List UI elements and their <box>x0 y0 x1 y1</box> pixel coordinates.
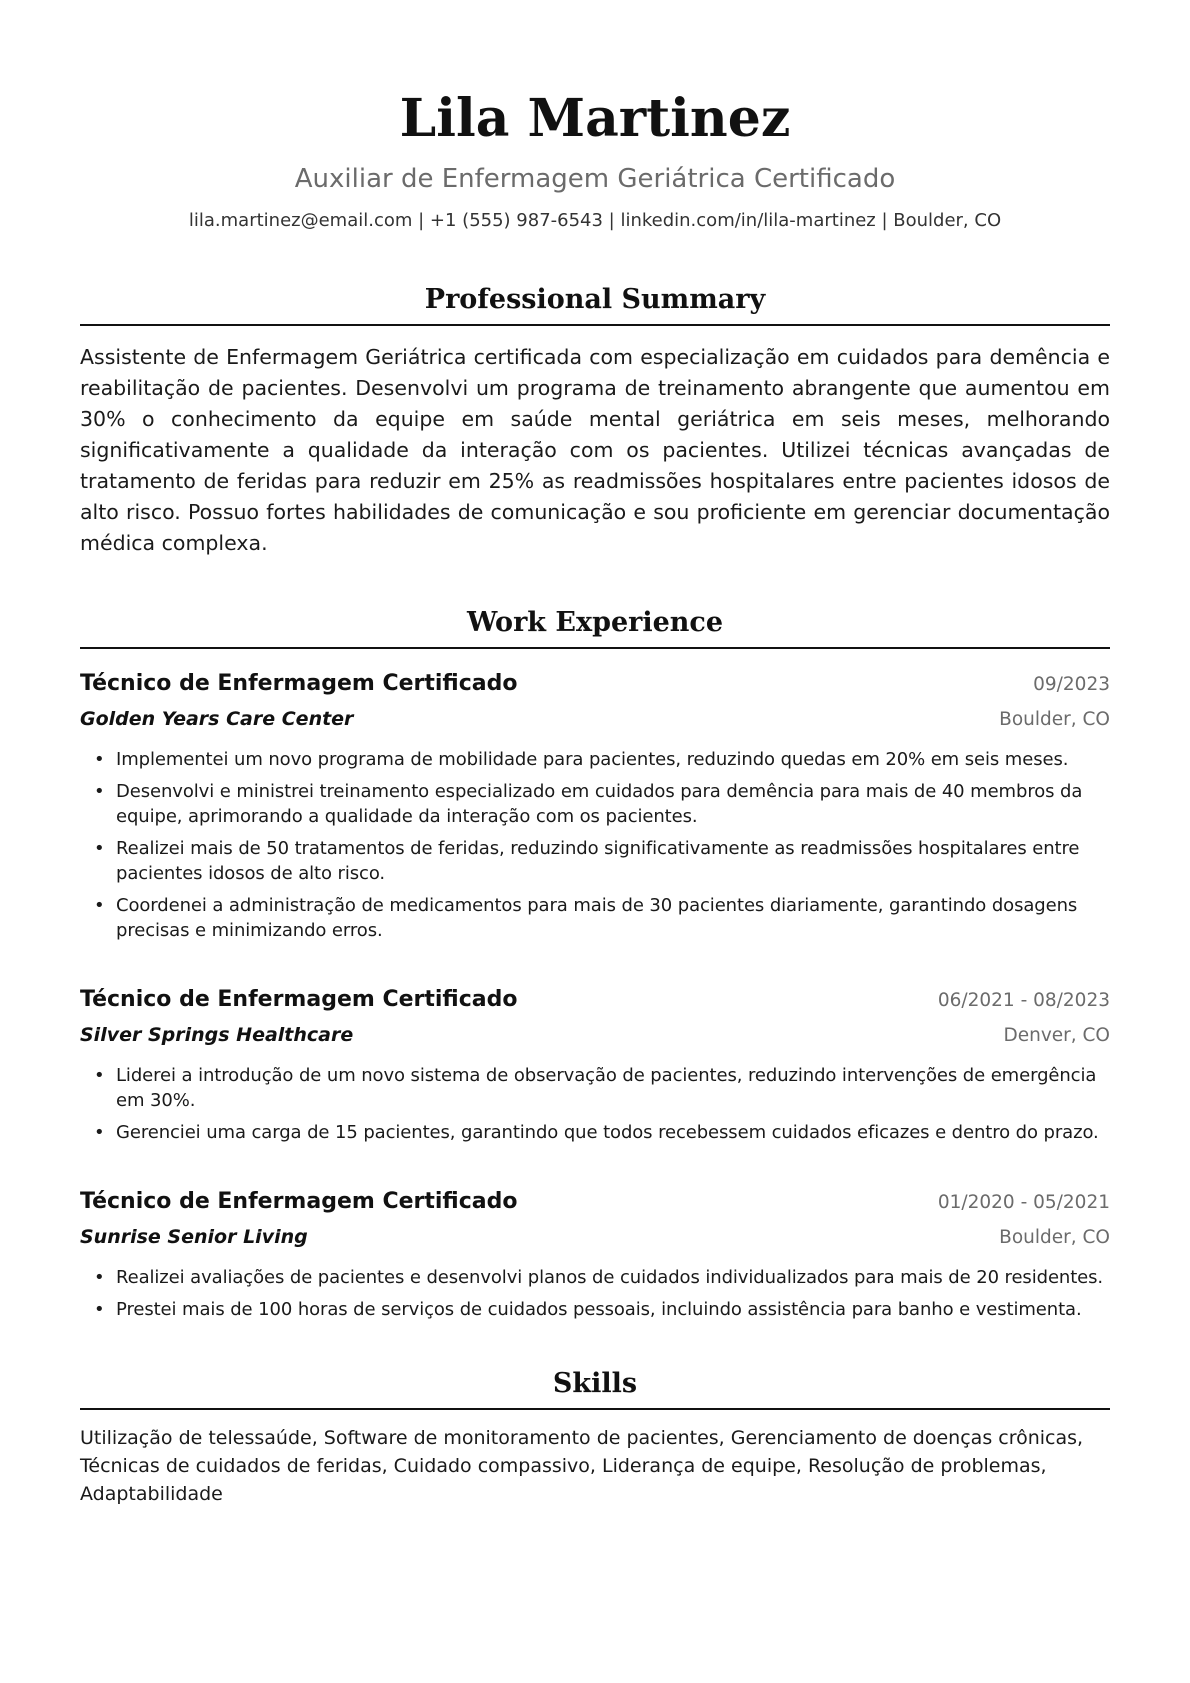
bullet-dot-icon: • <box>94 1267 105 1288</box>
candidate-name: Lila Martinez <box>399 88 791 149</box>
job-bullet-text: Realizei avaliações de pacientes e desenvolvi planos de cuidados individualizados para mais de 20 residentes. <box>116 1267 1104 1288</box>
job-location: Boulder, CO <box>999 709 1110 730</box>
job-header-row <box>80 983 1110 1018</box>
job-company: Silver Springs Healthcare <box>80 1024 354 1046</box>
summary-text: Assistente de Enfermagem Geriátrica certificada com especialização em cuidados para demência e reabilitação de pacientes. Desenvolvi um programa de treinamento abrangente que aumentou em 30% o conhecimento da equipe em saúde mental geriátrica em seis meses, melhorando significativamente a qualidade da interação com os pacientes. Utilizei técnicas avançadas de tratamento de feridas para reduzir em 25% as readmissões hospitalares entre pacientes idosos de alto risco. Possuo fortes habilidades de comunicação e sou proficiente em gerenciar documentação médica complexa. <box>80 345 1110 555</box>
bullet-dot-icon: • <box>94 1065 105 1086</box>
job-bullet <box>80 747 1110 772</box>
job-bullet-text: Coordenei a administração de medicamentos para mais de 30 pacientes diariamente, garantindo dosagens precisas e minimizando erros. <box>116 895 1078 941</box>
job-bullets <box>80 747 1110 943</box>
bullet-dot-icon: • <box>94 838 105 859</box>
job-title: Técnico de Enfermagem Certificado <box>80 1189 518 1214</box>
job-bullet <box>80 893 1110 943</box>
job-title: Técnico de Enfermagem Certificado <box>80 987 518 1012</box>
skills-heading: Skills <box>80 1366 1110 1410</box>
bullet-dot-icon: • <box>94 1122 105 1143</box>
job-title: Técnico de Enfermagem Certificado <box>80 671 518 696</box>
contact-line: lila.martinez@email.com | +1 (555) 987-6543 | linkedin.com/in/lila-martinez | Boulder, CO <box>188 210 1002 231</box>
job-company: Golden Years Care Center <box>80 708 354 730</box>
job-bullets <box>80 1063 1110 1145</box>
bullet-dot-icon: • <box>94 1299 105 1320</box>
skills-text: Utilização de telessaúde, Software de monitoramento de pacientes, Gerenciamento de doenças crônicas, Técnicas de cuidados de feridas, Cuidado compassivo, Liderança de equipe, Resolução de problemas, Adaptabilidade <box>80 1427 1084 1505</box>
job-bullet-text: Liderei a introdução de um novo sistema de observação de pacientes, reduzindo intervenções de emergência em 30%. <box>116 1065 1097 1111</box>
job-bullet-text: Prestei mais de 100 horas de serviços de cuidados pessoais, incluindo assistência para banho e vestimenta. <box>116 1299 1082 1320</box>
job-bullets <box>80 1265 1110 1322</box>
job-date: 01/2020 - 05/2021 <box>937 1192 1110 1213</box>
job-header-row <box>80 1185 1110 1220</box>
job-bullet <box>80 779 1110 829</box>
bullet-dot-icon: • <box>94 895 105 916</box>
bullet-dot-icon: • <box>94 781 105 802</box>
job-location: Denver, CO <box>1003 1025 1110 1046</box>
job-entry <box>80 1185 1110 1322</box>
job-company-row <box>80 702 1110 737</box>
job-bullet <box>80 1265 1110 1290</box>
job-location: Boulder, CO <box>999 1227 1110 1248</box>
summary-heading: Professional Summary <box>80 282 1110 326</box>
job-bullet <box>80 836 1110 886</box>
job-bullet <box>80 1063 1110 1113</box>
job-bullet <box>80 1297 1110 1322</box>
job-bullet <box>80 1120 1110 1145</box>
candidate-title: Auxiliar de Enfermagem Geriátrica Certificado <box>294 164 896 194</box>
job-header-row <box>80 667 1110 702</box>
job-bullet-text: Realizei mais de 50 tratamentos de feridas, reduzindo significativamente as readmissões hospitalares entre pacientes idosos de alto risco. <box>116 838 1080 884</box>
job-company-row <box>80 1220 1110 1255</box>
job-bullet-text: Desenvolvi e ministrei treinamento especializado em cuidados para demência para mais de 40 membros da equipe, aprimorando a qualidade da interação com os pacientes. <box>116 781 1083 827</box>
bullet-dot-icon: • <box>94 749 105 770</box>
job-date: 09/2023 <box>1033 674 1110 695</box>
job-entry <box>80 667 1110 943</box>
job-bullet-text: Implementei um novo programa de mobilidade para pacientes, reduzindo quedas em 20% em seis meses. <box>116 749 1069 770</box>
job-company: Sunrise Senior Living <box>80 1226 308 1248</box>
job-company-row <box>80 1018 1110 1053</box>
job-bullet-text: Gerenciei uma carga de 15 pacientes, garantindo que todos recebessem cuidados eficazes e dentro do prazo. <box>116 1122 1099 1143</box>
job-entry <box>80 983 1110 1145</box>
work-experience-heading: Work Experience <box>80 605 1110 649</box>
job-date: 06/2021 - 08/2023 <box>937 990 1110 1011</box>
